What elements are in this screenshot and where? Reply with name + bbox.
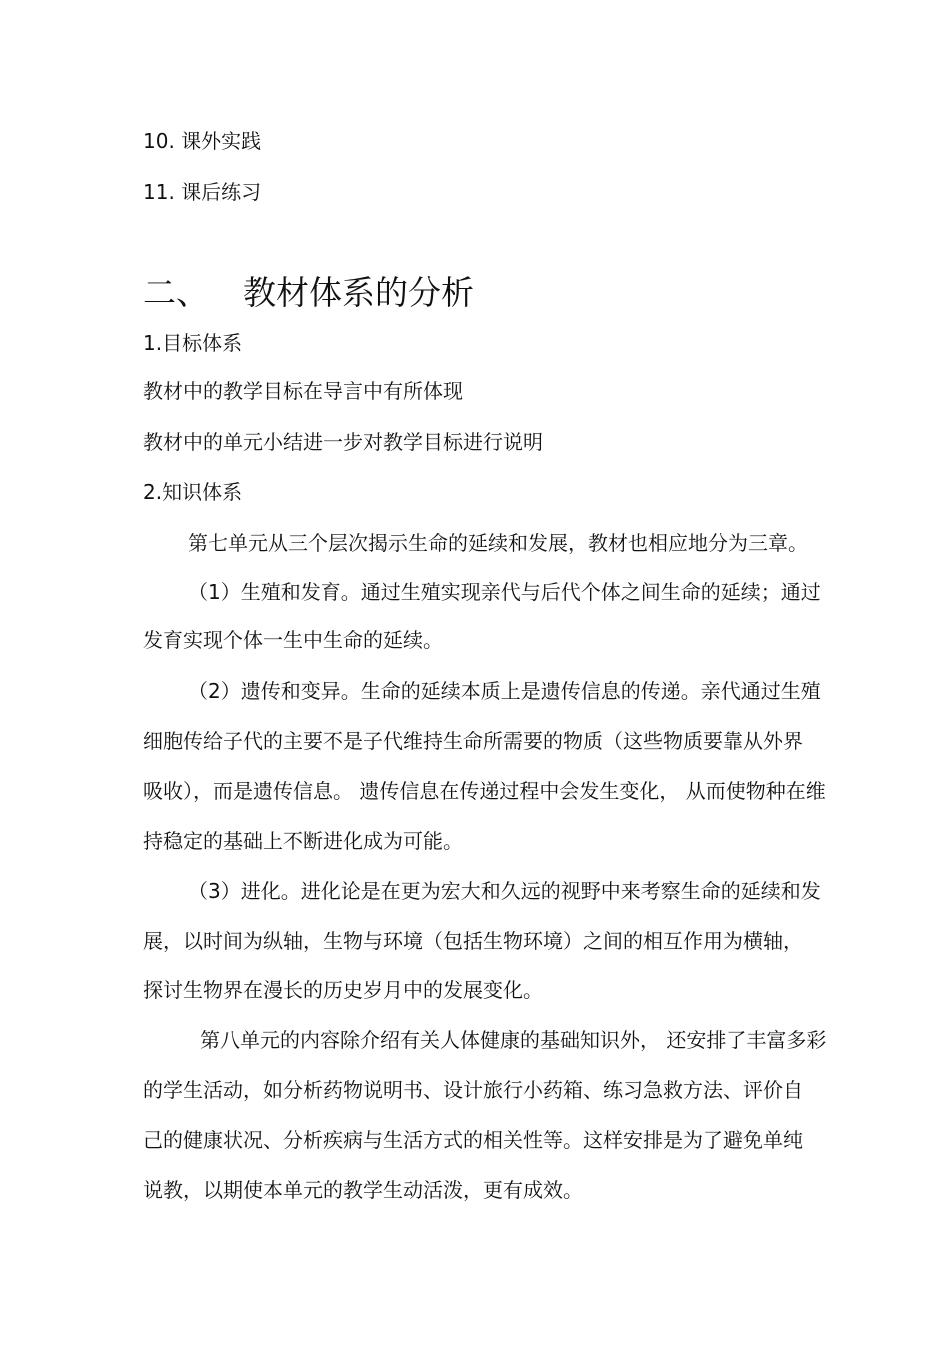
paragraph-line: 说教，以期使本单元的教学生动活泼，更有成效。 (143, 1178, 583, 1202)
section-title: 教材体系的分析 (243, 273, 474, 312)
section-heading (143, 270, 474, 316)
paragraph-line: 展，以时间为纵轴，生物与环境（包括生物环境）之间的相互作用为横轴， (143, 929, 803, 953)
subsection-title-knowledge: 2.知识体系 (143, 480, 243, 504)
paragraph-line: （3）进化。进化论是在更为宏大和久远的视野中来考察生命的延续和发 (188, 879, 821, 903)
paragraph-line: 细胞传给子代的主要不是子代维持生命所需要的物质（这些物质要靠从外界 (143, 729, 803, 753)
section-number: 二、 (143, 273, 209, 312)
paragraph-line: 第八单元的内容除介绍有关人体健康的基础知识外， 还安排了丰富多彩 (200, 1028, 827, 1052)
paragraph-line: 探讨生物界在漫长的历史岁月中的发展变化。 (143, 978, 543, 1002)
subsection-title-goals: 1.目标体系 (143, 331, 243, 355)
paragraph-line: 第七单元从三个层次揭示生命的延续和发展，教材也相应地分为三章。 (188, 531, 808, 555)
list-item-11: 11. 课后练习 (143, 180, 262, 204)
list-item-10: 10. 课外实践 (143, 129, 262, 153)
paragraph-line: 教材中的单元小结进一步对教学目标进行说明 (143, 430, 543, 454)
paragraph-line: 持稳定的基础上不断进化成为可能。 (143, 829, 463, 853)
paragraph-line: 发育实现个体一生中生命的延续。 (143, 628, 443, 652)
paragraph-line: 教材中的教学目标在导言中有所体现 (143, 379, 463, 403)
paragraph-line: 己的健康状况、分析疾病与生活方式的相关性等。这样安排是为了避免单纯 (143, 1128, 803, 1152)
paragraph-line: （1）生殖和发育。通过生殖实现亲代与后代个体之间生命的延续；通过 (188, 580, 821, 604)
paragraph-line: 吸收），而是遗传信息。 遗传信息在传递过程中会发生变化， 从而使物种在维 (143, 779, 826, 803)
paragraph-line: 的学生活动，如分析药物说明书、设计旅行小药箱、练习急救方法、评价自 (143, 1078, 803, 1102)
paragraph-line: （2）遗传和变异。生命的延续本质上是遗传信息的传递。亲代通过生殖 (188, 679, 821, 703)
